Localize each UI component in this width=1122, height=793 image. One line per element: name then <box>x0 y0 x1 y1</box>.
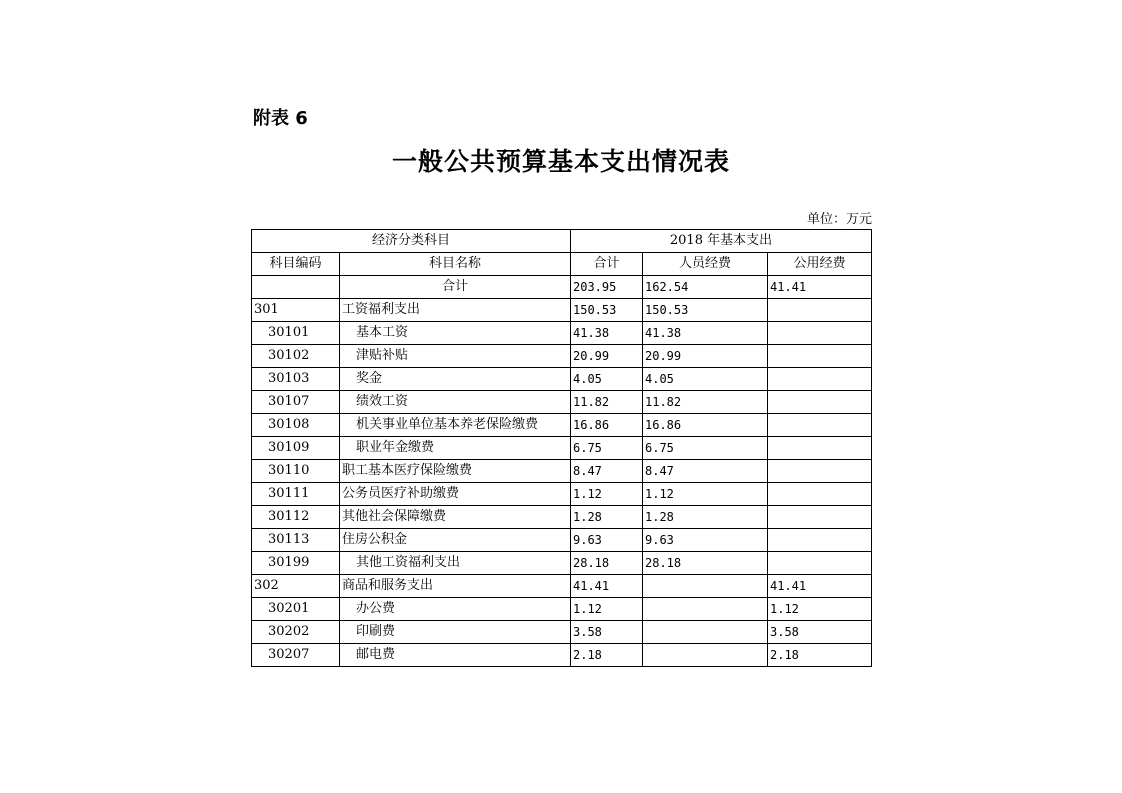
row-name: 绩效工资 <box>340 391 571 414</box>
row-code: 30202 <box>252 621 340 644</box>
row-public <box>768 460 872 483</box>
row-total: 6.75 <box>571 437 643 460</box>
row-code: 30113 <box>252 529 340 552</box>
row-total: 9.63 <box>571 529 643 552</box>
attachment-label: 附表 6 <box>253 108 308 129</box>
row-personnel: 11.82 <box>643 391 768 414</box>
row-total: 41.38 <box>571 322 643 345</box>
row-personnel: 28.18 <box>643 552 768 575</box>
row-total: 8.47 <box>571 460 643 483</box>
row-name: 其他工资福利支出 <box>340 552 571 575</box>
row-public <box>768 529 872 552</box>
table-row <box>252 299 872 322</box>
row-public: 3.58 <box>768 621 872 644</box>
total-personnel: 162.54 <box>643 276 768 299</box>
group-header-row <box>252 230 872 253</box>
row-total: 1.12 <box>571 483 643 506</box>
row-code: 302 <box>252 575 340 598</box>
row-personnel: 4.05 <box>643 368 768 391</box>
row-code: 30103 <box>252 368 340 391</box>
row-public <box>768 345 872 368</box>
row-total: 11.82 <box>571 391 643 414</box>
header-name: 科目名称 <box>340 253 571 276</box>
page-title: 一般公共预算基本支出情况表 <box>391 147 730 176</box>
header-total: 合计 <box>571 253 643 276</box>
row-code: 30109 <box>252 437 340 460</box>
row-public <box>768 506 872 529</box>
row-total: 20.99 <box>571 345 643 368</box>
row-personnel: 41.38 <box>643 322 768 345</box>
row-public <box>768 437 872 460</box>
row-personnel <box>643 644 768 667</box>
row-code: 301 <box>252 299 340 322</box>
row-name: 印刷费 <box>340 621 571 644</box>
row-public <box>768 299 872 322</box>
row-name: 住房公积金 <box>340 529 571 552</box>
row-personnel <box>643 575 768 598</box>
total-sum: 203.95 <box>571 276 643 299</box>
row-total: 16.86 <box>571 414 643 437</box>
row-public: 41.41 <box>768 575 872 598</box>
row-personnel: 150.53 <box>643 299 768 322</box>
row-code: 30110 <box>252 460 340 483</box>
row-public <box>768 322 872 345</box>
row-name: 机关事业单位基本养老保险缴费 <box>340 414 571 437</box>
row-name: 其他社会保障缴费 <box>340 506 571 529</box>
row-code: 30107 <box>252 391 340 414</box>
group-header-budget-year: 2018 年基本支出 <box>571 230 872 253</box>
row-personnel: 20.99 <box>643 345 768 368</box>
row-code: 30108 <box>252 414 340 437</box>
row-name: 职工基本医疗保险缴费 <box>340 460 571 483</box>
row-name: 职业年金缴费 <box>340 437 571 460</box>
row-code: 30102 <box>252 345 340 368</box>
row-public: 2.18 <box>768 644 872 667</box>
table-row <box>252 345 872 368</box>
row-name: 基本工资 <box>340 322 571 345</box>
row-public: 1.12 <box>768 598 872 621</box>
row-total: 2.18 <box>571 644 643 667</box>
row-personnel: 1.28 <box>643 506 768 529</box>
row-personnel: 9.63 <box>643 529 768 552</box>
table-row <box>252 368 872 391</box>
header-public: 公用经费 <box>768 253 872 276</box>
unit-label: 单位：万元 <box>806 212 872 227</box>
table-row <box>252 621 872 644</box>
row-personnel: 8.47 <box>643 460 768 483</box>
row-personnel <box>643 598 768 621</box>
table-row <box>252 322 872 345</box>
table-row <box>252 529 872 552</box>
table-row <box>252 483 872 506</box>
row-personnel <box>643 621 768 644</box>
row-personnel: 16.86 <box>643 414 768 437</box>
table-row <box>252 575 872 598</box>
total-row <box>252 276 872 299</box>
row-public <box>768 368 872 391</box>
row-name: 办公费 <box>340 598 571 621</box>
row-name: 工资福利支出 <box>340 299 571 322</box>
row-name: 奖金 <box>340 368 571 391</box>
expenditure-table <box>251 229 872 667</box>
total-label: 合计 <box>340 276 571 299</box>
row-total: 28.18 <box>571 552 643 575</box>
row-name: 津贴补贴 <box>340 345 571 368</box>
row-total: 3.58 <box>571 621 643 644</box>
table-row <box>252 460 872 483</box>
table-row <box>252 391 872 414</box>
table-row <box>252 506 872 529</box>
row-code: 30101 <box>252 322 340 345</box>
row-personnel: 1.12 <box>643 483 768 506</box>
table-row <box>252 598 872 621</box>
row-name: 商品和服务支出 <box>340 575 571 598</box>
row-public <box>768 552 872 575</box>
row-total: 1.12 <box>571 598 643 621</box>
row-public <box>768 414 872 437</box>
table-row <box>252 437 872 460</box>
table-row <box>252 414 872 437</box>
row-name: 公务员医疗补助缴费 <box>340 483 571 506</box>
total-public: 41.41 <box>768 276 872 299</box>
row-code: 30199 <box>252 552 340 575</box>
row-total: 1.28 <box>571 506 643 529</box>
header-code: 科目编码 <box>252 253 340 276</box>
group-header-classification: 经济分类科目 <box>252 230 571 253</box>
header-personnel: 人员经费 <box>643 253 768 276</box>
row-code: 30111 <box>252 483 340 506</box>
row-total: 41.41 <box>571 575 643 598</box>
column-header-row <box>252 253 872 276</box>
total-code <box>252 276 340 299</box>
table-row <box>252 552 872 575</box>
table-row <box>252 644 872 667</box>
row-public <box>768 391 872 414</box>
row-code: 30201 <box>252 598 340 621</box>
row-public <box>768 483 872 506</box>
row-personnel: 6.75 <box>643 437 768 460</box>
row-code: 30207 <box>252 644 340 667</box>
row-name: 邮电费 <box>340 644 571 667</box>
row-code: 30112 <box>252 506 340 529</box>
row-total: 150.53 <box>571 299 643 322</box>
row-total: 4.05 <box>571 368 643 391</box>
